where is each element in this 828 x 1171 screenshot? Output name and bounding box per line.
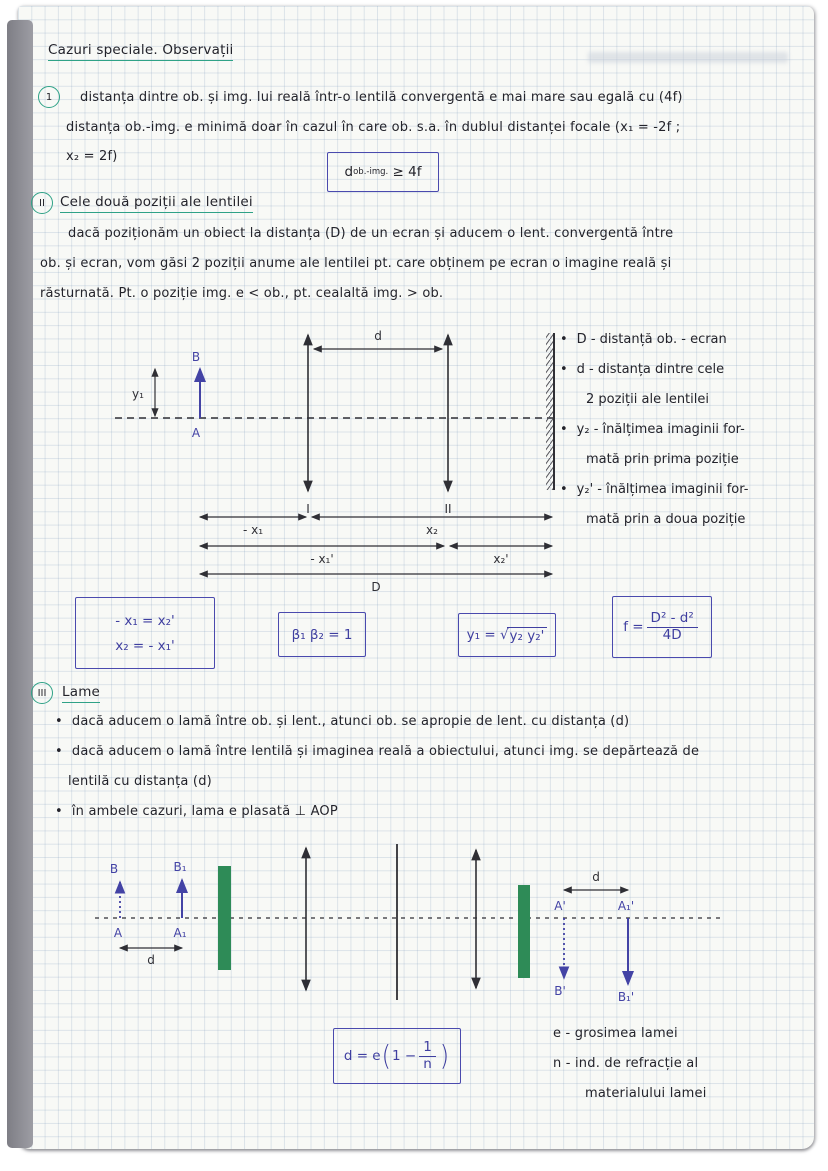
formula-dobimg-rhs: ≥ 4f [392,164,422,180]
obs2-line1: dacă poziționăm un obiect la distanța (D) de un ecran și aducem o lent. convergentă între [68,226,674,241]
lens1-label: I [306,502,310,516]
formula-dobimg-lhs: d [344,164,354,180]
dim-x1-label: - x₁ [242,523,264,537]
formula-lame-num: 1 [419,1040,436,1057]
label-Ap: A' [554,899,566,913]
dim-x2p-label: x₂' [493,552,509,566]
glass-plate-left [218,866,231,970]
legend-D-text: D - distanță ob. - ecran [576,332,727,347]
formula-lame-lhs: d = e [343,1048,381,1064]
ink-bleed-through [588,52,788,63]
formula-x-rel-2: x₂ = - x₁' [115,637,175,654]
obs3-heading: Lame [62,684,100,703]
legend-item-d [560,362,724,377]
bullet: • [560,422,568,437]
legend-y2p-text: y₂' - înălțimea imaginii for- [576,482,749,497]
legend-d-text: d - distanța dintre cele [576,362,725,377]
formula-box-y1 [458,613,556,657]
formula-f-fraction [647,611,698,643]
obs2-line3: răsturnată. Pt. o poziție img. e < ob., pt. cealaltă img. > ob. [40,286,444,301]
lame-diagram [80,838,730,1013]
marker-obs1: 1 [38,86,60,108]
legend-y2-text: y₂ - înălțimea imaginii for- [576,422,745,437]
formula-y1-radicand: y₂ y₂' [507,627,548,644]
formula-f-lhs: f = [623,619,644,635]
lens2-label: II [444,502,452,516]
screen-hatching [546,333,554,490]
lame-legend-n-cont: materialului lamei [585,1086,707,1101]
marker-obs3: III [31,682,53,704]
dim-x1p-label: - x₁' [310,552,334,566]
label-A: A [113,926,123,940]
legend-item-d-cont: 2 poziții ale lentilei [586,392,709,407]
obs3-bullet3-text: în ambele cazuri, lama e plasată ⊥ AOP [71,804,338,819]
formula-box-f [612,596,712,658]
dim-D-label: D [371,580,381,594]
dim-x2-label: x₂ [426,523,438,537]
label-B1p: B₁' [617,990,635,1004]
obs3-bullet2-text: dacă aducem o lamă între lentilă și imaginea reală a obiectului, atunci img. se depărtează de [71,744,700,759]
lame-legend-n: n - ind. de refracție al [553,1056,699,1071]
lens-distance-label: d [374,329,382,343]
two-positions-diagram [60,325,580,595]
obs3-bullet3 [55,804,338,819]
formula-box-beta [278,612,366,657]
obs3-bullet1-text: dacă aducem o lamă între ob. și lent., atunci ob. se apropie de lent. cu distanța (d) [71,714,630,729]
obs3-bullet2 [55,744,699,759]
legend-item-y2-cont: mată prin prima poziție [586,452,739,467]
label-B: B [109,862,119,876]
formula-f-num: D² - d² [647,611,698,628]
formula-lame-fraction [419,1040,436,1072]
bullet: • [55,744,63,759]
object-height-label: y₁ [132,387,144,401]
object-top-label: B [191,350,201,364]
label-A1p: A₁' [617,899,635,913]
obs1-line1: distanța dintre ob. și img. lui reală într-o lentilă convergentă e mai mare sau egală cu (4f) [80,90,683,105]
bullet: • [560,362,568,377]
formula-lame-inner: 1 − [391,1048,417,1064]
glass-plate-right [518,885,530,978]
open-paren: ( [381,1039,391,1073]
legend-item-y2p [560,482,748,497]
label-Bp: B' [554,984,566,998]
object-shift-label: d [147,953,155,967]
lame-legend-e: e - grosimea lamei [553,1026,678,1041]
bullet: • [560,482,568,497]
marker-obs2: II [31,192,53,214]
formula-y1-lhs: y₁ = [466,627,496,643]
obs3-bullet2-cont: lentilă cu distanța (d) [68,774,212,789]
obs1-line3: x₂ = 2f) [66,149,118,164]
bullet: • [55,804,63,819]
formula-x-rel-1: - x₁ = x₂' [115,612,175,629]
label-B1: B₁ [173,860,187,874]
object-bottom-label: A [191,426,201,440]
page-title: Cazuri speciale. Observații [48,42,233,61]
obs2-line2: ob. și ecran, vom găsi 2 poziții anume ale lentilei pt. care obținem pe ecran o imagine reală și [40,256,672,271]
obs2-heading: Cele două poziții ale lentilei [60,194,253,213]
formula-box-lame [333,1028,461,1084]
formula-dobimg [327,152,439,192]
formula-f-den: 4D [662,626,682,643]
close-paren: ) [439,1039,450,1073]
formula-dobimg-sub: ob.-img. [353,167,389,177]
obs3-bullet1 [55,714,629,729]
formula-box-x-relations [75,597,215,669]
formula-beta: β₁ β₂ = 1 [291,626,353,643]
radical-sign: √ [499,627,509,643]
bullet: • [560,332,568,347]
obs1-line2: distanța ob.-img. e minimă doar în cazul în care ob. s.a. în dublul distanței focale (x₁ = -2f ; [66,120,681,135]
image-shift-label: d [592,870,600,884]
label-A1: A₁ [173,926,187,940]
formula-lame-den: n [423,1055,432,1072]
binding-edge [7,20,33,1148]
legend-item-y2p-cont: mată prin a doua poziție [586,512,746,527]
bullet: • [55,714,63,729]
legend-item-D [560,332,727,347]
legend-item-y2 [560,422,745,437]
